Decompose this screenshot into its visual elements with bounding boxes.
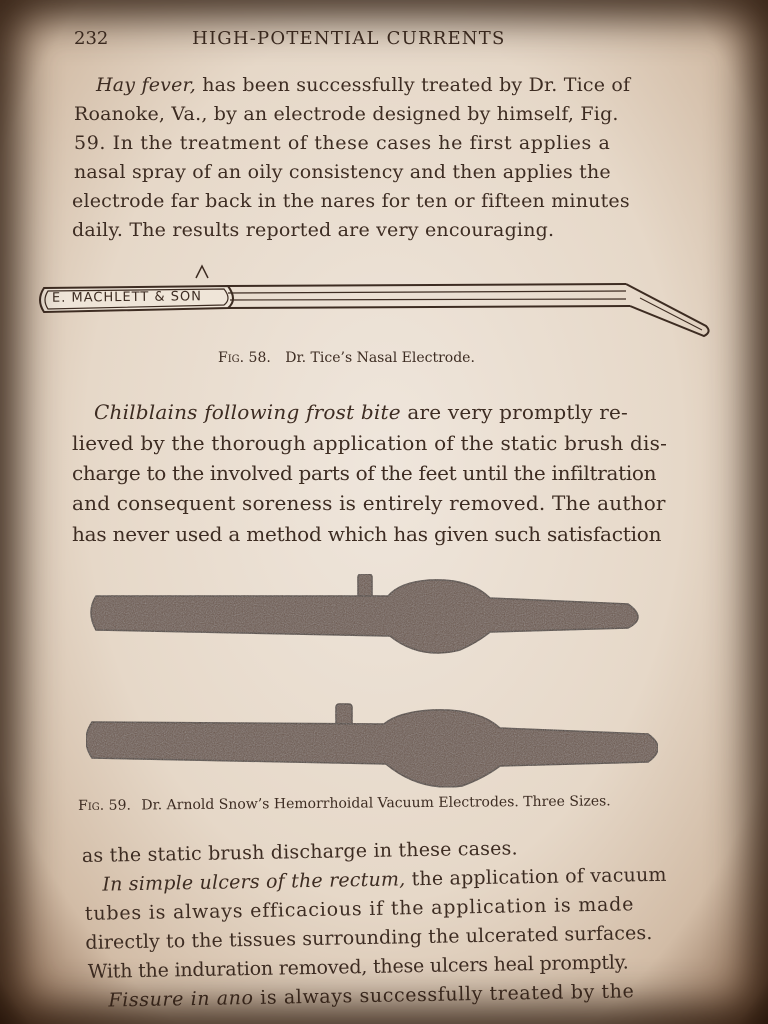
fig59-caption-text: Dr. Arnold Snow’s Hemorrhoidal Vacuum Electrodes. Three Sizes.: [141, 793, 611, 814]
para2-line-3: charge to the involved parts of the feet until the infiltration: [72, 461, 657, 485]
para2-line-4: and consequent soreness is entirely removed. The author: [72, 491, 666, 515]
para2-line-2: lieved by the thorough application of the static brush dis-: [72, 431, 668, 455]
fig59-label: Fig. 59.: [78, 797, 131, 814]
electrode-engraving: E. MACHLETT & SON: [51, 289, 203, 306]
para1-line-3: 59. In the treatment of these cases he first applies a: [74, 132, 611, 154]
para2-line-5: has never used a method which has given such satisfaction: [72, 522, 662, 546]
para1-line-6: daily. The results reported are very encouraging.: [72, 219, 555, 241]
para3-line-6: Fissure in ano is always successfully treated by the: [108, 980, 635, 1012]
running-head-title: HIGH-POTENTIAL CURRENTS: [192, 28, 506, 49]
page-number: 232: [74, 28, 109, 49]
para3-line-5: With the induration removed, these ulcers heal promptly.: [87, 951, 629, 983]
para3-line-3: tubes is always efficacious if the application is made: [84, 893, 635, 925]
para1-line-5: electrode far back in the nares for ten or fifteen minutes: [72, 190, 630, 212]
para1-line-4: nasal spray of an oily consistency and then applies the: [74, 161, 611, 183]
para3-line-1: as the static brush discharge in these cases.: [81, 837, 518, 867]
para3-line-2: In simple ulcers of the rectum, the application of vacuum: [102, 863, 667, 896]
para1-line-2: Roanoke, Va., by an electrode designed by himself, Fig.: [74, 103, 619, 125]
fig58-caption-text: Dr. Tice’s Nasal Electrode.: [285, 350, 475, 366]
para1-line-1: Hay fever, has been successfully treated by Dr. Tice of: [96, 74, 631, 96]
para3-line-4: directly to the tissues surrounding the ulcerated surfaces.: [85, 922, 653, 954]
fig58-label: Fig. 58.: [218, 350, 271, 366]
para2-line-1: Chilblains following frost bite are very promptly re-: [94, 400, 628, 424]
